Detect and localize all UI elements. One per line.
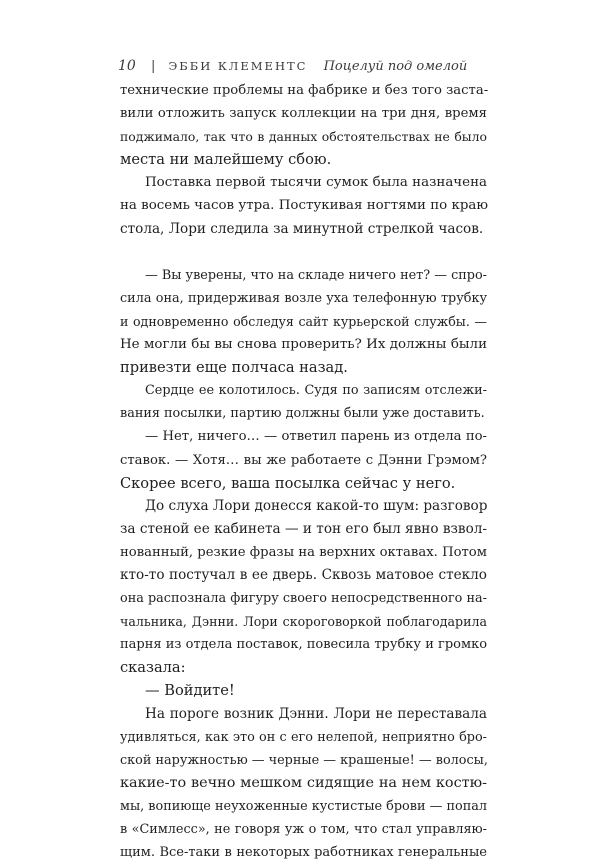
text-line: ской наружностью — черные — крашеные! — волосы, [120,752,488,768]
text-line: привезти еще полчаса назад. [120,359,348,377]
text-line: какие-то вечно мешком сидящие на нем костю- [120,774,487,791]
text-line: Скорее всего, ваша посылка сейчас у него. [120,474,456,492]
text-line: в «Симлесс», не говоря уж о том, что стал управляю- [120,822,487,837]
text-line: сила она, придерживая возле уха телефонную трубку [120,290,487,306]
section-break [120,241,487,264]
author-name: ЭББИ КЛЕМЕНТС [168,59,308,73]
text-line: удивляться, как это он с его нелепой, неприятно бро- [120,729,487,745]
text-line: Поставка первой тысячи сумок была назначена [145,175,487,191]
text-line: ставок. — Хотя… вы же работаете с Дэнни Грэмом? [120,452,487,468]
text-line: На пороге возник Дэнни. Лори не переставала [145,705,487,722]
book-title: Поцелуй под омелой [323,59,468,74]
text-line: чальника, Дэнни. Лори скороговоркой поблагодарила [120,614,487,630]
text-line: вания посылки, партию должны были уже доставить. [120,406,485,422]
text-line: места ни малейшему сбою. [120,151,332,169]
text-line: и одновременно обследуя сайт курьерской службы. — [120,313,487,329]
text-line: мы, вопиюще неухоженные кустистые брови — попал [120,798,487,814]
running-header [118,58,498,76]
text-line: поджимало, так что в данных обстоятельствах не было [120,129,487,145]
text-line: кто-то постучал в ее дверь. Сквозь матовое стекло [120,566,487,583]
text-line: нованный, резкие фразы на верхних октавах. Потом [120,544,487,560]
text-line: сказала: [120,659,186,677]
text-line: До слуха Лори донесся какой-то шум: разговор [145,497,488,514]
text-line: — Войдите! [145,682,235,700]
body-text [120,79,489,861]
text-line: она распознала фигуру своего непосредственного на- [120,591,487,607]
text-line: на восемь часов утра. Постукивая ногтями по краю [120,198,489,214]
text-line: парня из отдела поставок, повесила трубку и громко [120,637,488,653]
page-number: 10 [118,58,136,74]
text-line: Не могли бы вы снова проверить? Их должны были [120,337,487,353]
header-separator: | [150,59,156,74]
text-line: за стеной ее кабинета — и тон его был явно взвол- [120,520,487,537]
text-line: щим. Все-таки в некоторых работниках генеральные [120,845,487,861]
text-line: технические проблемы на фабрике и без того заста- [120,83,489,98]
text-line: — Вы уверены, что на складе ничего нет? — спро- [145,267,487,283]
text-line: Сердце ее колотилось. Судя по записям отслежи- [145,383,487,399]
text-line: вили отложить запуск коллекции на три дня, время [120,106,487,122]
text-line: стола, Лори следила за минутной стрелкой часов. [120,220,484,237]
text-line: — Нет, ничего… — ответил парень из отдела по- [145,429,487,445]
